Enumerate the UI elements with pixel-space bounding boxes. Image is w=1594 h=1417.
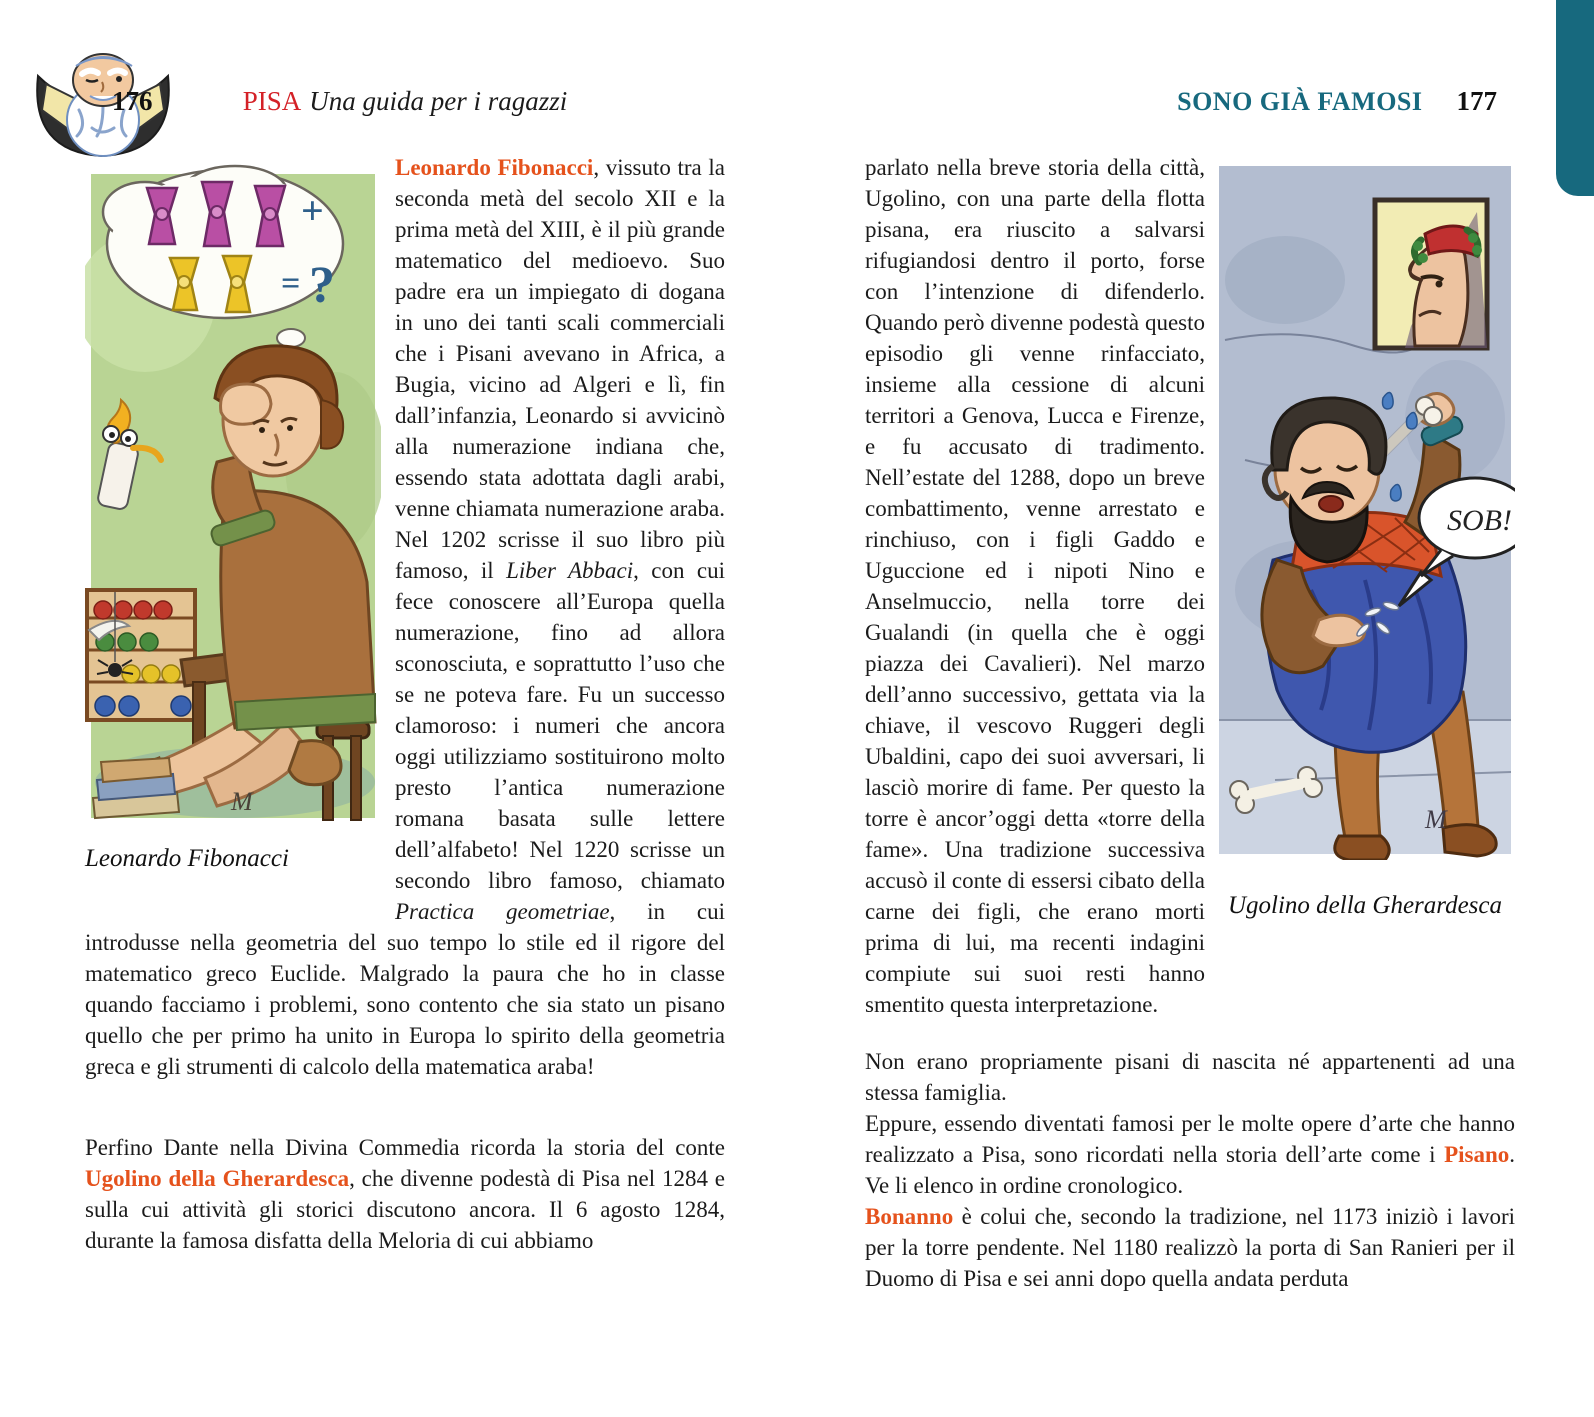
ugolino-name-highlight: Ugolino della Gherardesca: [85, 1166, 350, 1191]
ugolino-illustration: [1215, 160, 1515, 860]
bubble-equals-sign: =: [281, 265, 301, 302]
running-head-book-title: PISA: [242, 86, 302, 116]
fibonacci-figure: [85, 162, 381, 926]
abacus-icon: [87, 590, 195, 720]
left-page: [85, 152, 725, 1256]
right-page: [865, 152, 1515, 1294]
running-head-book-subtitle: Una guida per i ragazzi: [309, 86, 568, 116]
ugolino-intro-pre: Perfino Dante nella Divina Commedia ricorda la storia del conte: [85, 1135, 725, 1160]
bubble-question-mark: ?: [309, 257, 335, 314]
artist-signature: M: [231, 787, 253, 816]
fibonacci-text-c: , in cui introdusse nella geometria del suo tempo lo stile ed il rigore del matematico greco Euclide. Malgrado la paura che ho in classe quando facciamo i problemi, sono contento che sia stato un pisano quello che per primo ha unito in Europa lo spirito della geometria greca e gli strumenti di calcolo della matematica araba!: [85, 899, 725, 1079]
page-number-left: 176: [112, 86, 153, 116]
page-number-right: 177: [1456, 86, 1497, 116]
pisano-name-highlight: Pisano: [1444, 1142, 1510, 1167]
ugolino-caption: Ugolino della Gherardesca: [1227, 892, 1503, 919]
ugolino-figure: [1215, 160, 1515, 1031]
section-header: SONO GIÀ FAMOSI: [1177, 87, 1423, 116]
artist-signature-right: M: [1425, 805, 1447, 834]
bonanno-text-post: è colui che, secondo la tradizione, nel 1173 iniziò i lavori per la torre pendente. Nel 1180 realizzò la porta di San Ranieri per il Duomo di Pisa e sei anni dopo quella andata perduta: [865, 1204, 1515, 1291]
practica-geometriae-title: Practica geometriae: [395, 899, 610, 924]
liber-abbaci-title: Liber Abbaci: [506, 558, 634, 583]
bubble-plus-sign: +: [301, 188, 324, 233]
pisano-text-pre: Eppure, essendo diventati famosi per le molte opere d’arte che hanno realizzato a Pisa, sono ricordati nella storia dell’arte come i: [865, 1111, 1515, 1167]
running-head-left: [85, 86, 725, 117]
fibonacci-name-highlight: Leonardo Fibonacci: [395, 155, 594, 180]
ugolino-intro-post: , che divenne podestà di Pisa nel 1284 e sulla cui attività gli storici discutono ancora. Il 6 agosto 1284, durante la famosa disfatta della Meloria di cui abbiamo: [85, 1166, 725, 1253]
fibonacci-illustration: [85, 162, 381, 827]
bonanno-name-highlight: Bonanno: [865, 1204, 954, 1229]
fibonacci-text-a: , vissuto tra la seconda metà del secolo XII e la prima metà del XIII, è il più grande matematico del medioevo. Suo padre era un impiegato di dogana in uno dei tanti scali commerciali che i Pisani avevano in Africa, a Bugia, vicino ad Algeri e lì, fin dall’infanzia, Leonardo si avvicinò alla numerazione indiana che, essendo stata adottata dagli arabi, venne chiamata numerazione araba. Nel 1202 scrisse il suo libro più famoso, il: [395, 155, 725, 583]
fibonacci-text-b: , con cui fece conoscere all’Europa quella numerazione, fino ad allora sconosciuta, e soprattutto l’uso che se ne poteva fare. Fu un successo clamoroso: i numeri che ancora oggi utilizziamo sostituirono molto presto l’antica numerazione romana basata sulle lettere dell’alfabeto! Nel 1220 scrisse un secondo libro famoso, chiamato: [395, 558, 725, 893]
running-head-right: [865, 86, 1515, 117]
pisano-text-post: . Ve li elenco in ordine cronologico.: [865, 1142, 1515, 1198]
chapter-tab: [1556, 0, 1594, 196]
fibonacci-caption: Leonardo Fibonacci: [85, 845, 289, 872]
books-stack-icon: [93, 758, 179, 818]
ugolino-story-paragraph: parlato nella breve storia della città, Ugolino, con una parte della flotta pisana, era riuscito a salvarsi rifugiandosi dentro il porto, forse con l’intenzione di difenderlo. Quando però divenne podestà questo episodio gli venne rinfacciato, insieme alla cessione di alcuni territori a Genova, Lucca e Firenze, e fu accusato di tradimento. Nell’estate del 1288, dopo un breve combattimento, venne arrestato e rinchiuso, con i figli Gaddo e Uguccione ed i nipoti Nino e Anselmuccio, nella torre dei Gualandi (in quella che è oggi piazza dei Cavalieri). Nel marzo dell’anno successivo, gettata via la chiave, il vescovo Ruggeri degli Ubaldini, capo dei suoi avversari, li lasciò morire di fame. Per questo la torre è ancor’oggi detta «torre della fame». Una tradizione successiva accusò il conte di essersi cibato della carne dei figli, che erano morti prima di lui, ma recenti indagini compiute sui suoi resti hanno smentito questa interpretazione.: [865, 155, 1205, 1017]
sob-text: SOB!: [1447, 504, 1512, 537]
pisano-paragraph: [865, 1108, 1515, 1201]
ugolino-intro-paragraph: [85, 1132, 725, 1256]
pisano-family-paragraph: Non erano propriamente pisani di nascita né appartenenti ad una stessa famiglia.: [865, 1049, 1515, 1105]
dante-portrait-icon: [1375, 200, 1487, 348]
bonanno-paragraph: [865, 1201, 1515, 1294]
